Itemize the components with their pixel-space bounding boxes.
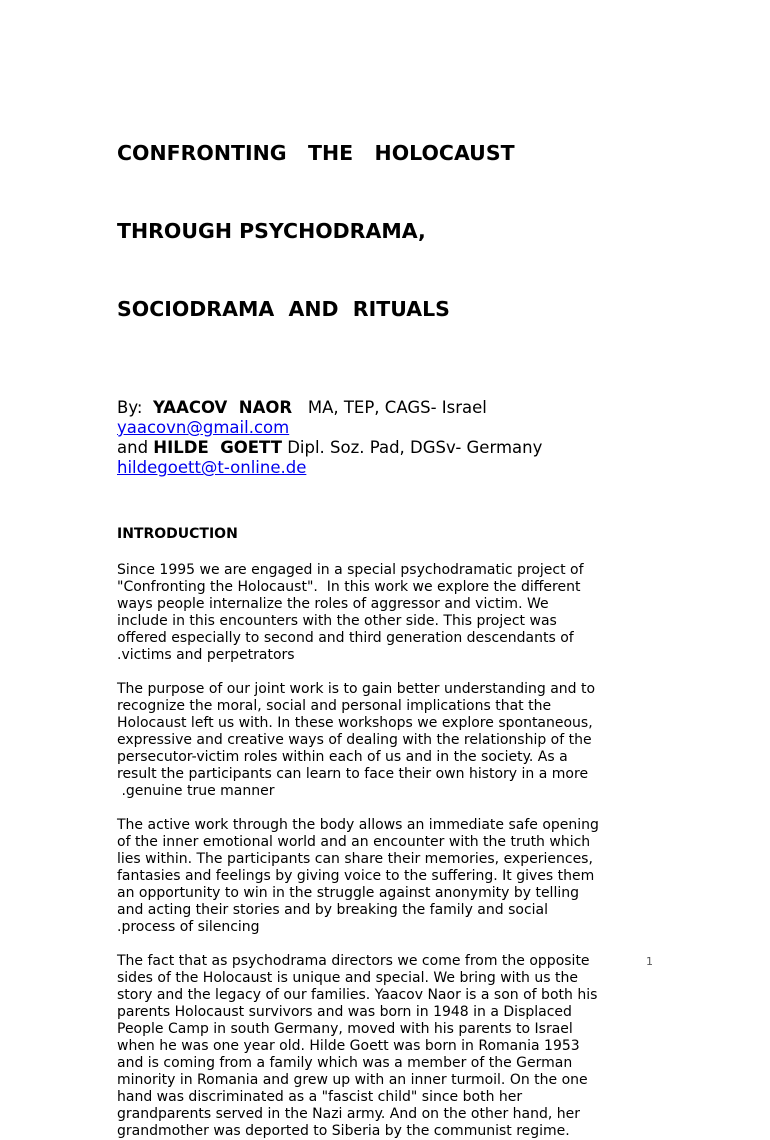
paragraph: The active work through the body allows an immediate safe opening of the inner emotional world and an encounter with the truth which lies within. The participants can share their memories, experiences, fantasies and feelings by giving voice to the suffering. It gives them an opportunity to win in the struggle against anonymity by telling and acting their stories and by breaking the family and social .process of silencing bbox=[117, 817, 599, 935]
author2-email-link[interactable]: hildegoett@t-online.de bbox=[117, 458, 307, 477]
author1-name: YAACOV NAOR bbox=[152, 398, 293, 417]
document-title bbox=[117, 88, 657, 374]
author1-credentials: MA, TEP, CAGS- Israel bbox=[292, 398, 487, 417]
author-line-1 bbox=[117, 398, 657, 418]
paragraph: Since 1995 we are engaged in a special psychodramatic project of "Confronting the Holocaust". In this work we explore the different ways people internalize the roles of aggressor and victim. We include in this encounters with the other side. This project was offered especially to second and third generation descendants of .victims and perpetrators bbox=[117, 562, 584, 663]
and-prefix: and bbox=[117, 438, 154, 457]
section-heading: INTRODUCTION bbox=[117, 526, 238, 542]
page-number: 1 bbox=[646, 955, 653, 968]
paragraph: The purpose of our joint work is to gain better understanding and to recognize the moral, social and personal implications that the Holocaust left us with. In these workshops we explore spontaneous, expressive and creative ways of dealing with the relationship of the persecutor-victim roles within each of us and in the society. As a result the participants can learn to face their own history in a more .genuine true manner bbox=[117, 681, 596, 799]
title-line: CONFRONTING THE HOLOCAUST bbox=[117, 141, 515, 165]
author2-name: HILDE GOETT bbox=[153, 438, 282, 457]
author2-credentials: Dipl. Soz. Pad, DGSv- Germany bbox=[281, 438, 543, 457]
by-prefix: By: bbox=[117, 398, 153, 417]
paragraph: The fact that as psychodrama directors we come from the opposite sides of the Holocaust is unique and special. We bring with us the story and the legacy of our families. Yaacov Naor is a son of both his parents Holocaust survivors and was born in 1948 in a Displaced People Camp in south Germany, moved with his parents to Israel when he was one year old. Hilde Goett was born in Romania 1953 and is coming from a family which was a member of the German minority in Romania and grew up with an inner turmoil. On the one hand was discriminated as a "fascist child" since both her grandparents served in the Nazi army. And on the other hand, her grandmother was deported to Siberia by the communist regime. bbox=[117, 953, 598, 1139]
title-line: SOCIODRAMA AND RITUALS bbox=[117, 297, 450, 321]
author-line-2 bbox=[117, 438, 657, 458]
document-page bbox=[117, 88, 657, 1140]
author1-email-link[interactable]: yaacovn@gmail.com bbox=[117, 418, 290, 437]
title-line: THROUGH PSYCHODRAMA, bbox=[117, 219, 426, 243]
author-block bbox=[117, 398, 657, 478]
